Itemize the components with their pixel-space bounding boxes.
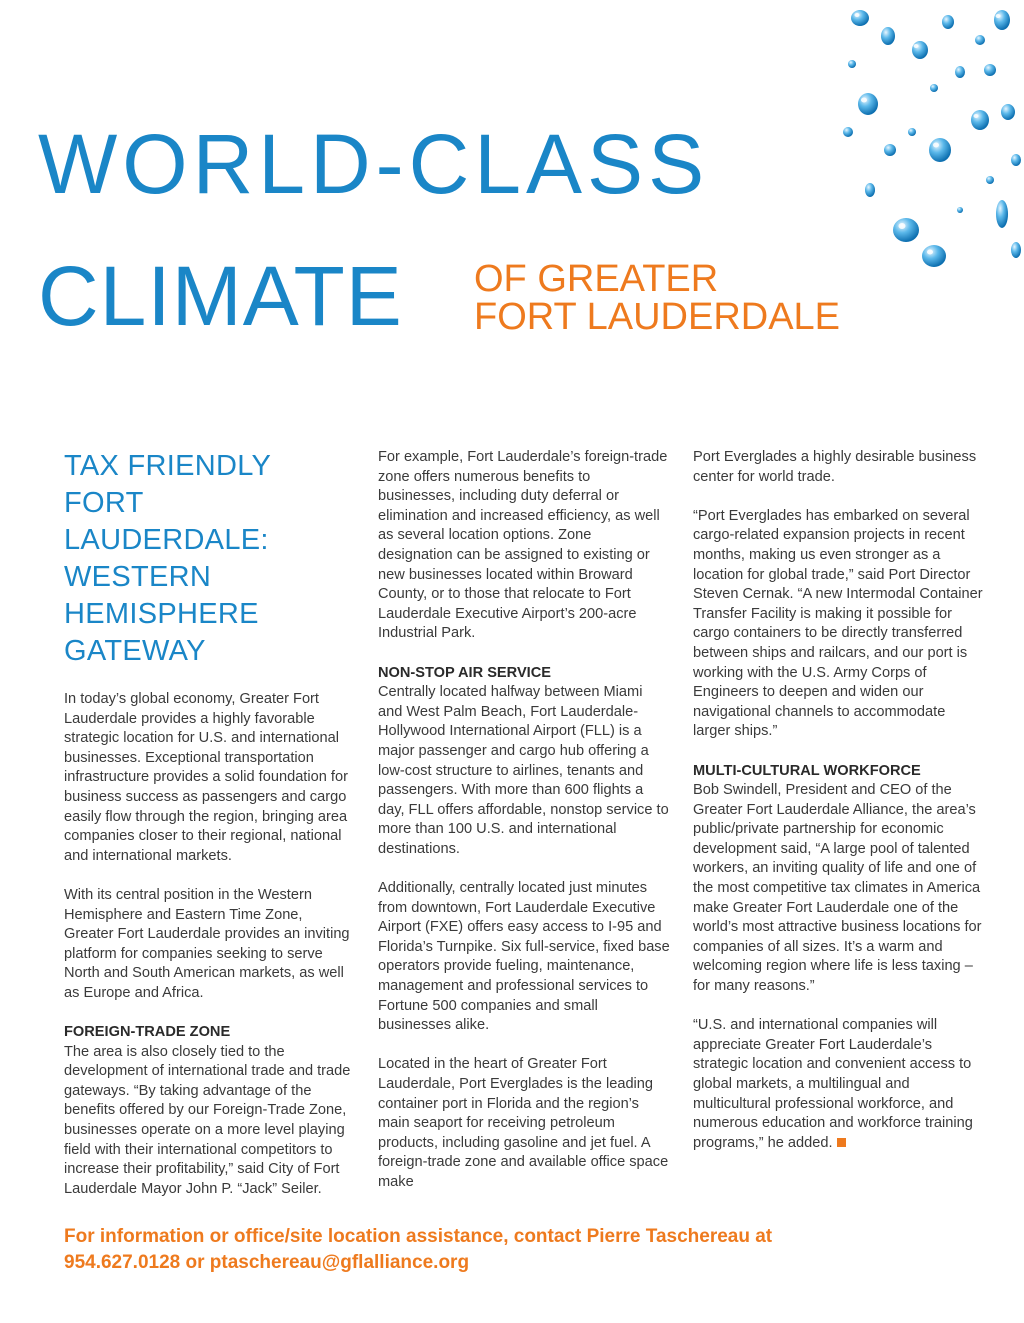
subheading-foreign-trade-zone: FOREIGN-TRADE ZONE bbox=[64, 1024, 231, 1041]
paragraph: Bob Swindell, President and CEO of the Greater Fort Lauderdale Alliance, the area’s public/private partnership for economic development said, “A large pool of talented workers, an inviting quality of life and one of the most competitive tax climates in America make Greater Fort Lauderdale one of the world’s most attractive business locations for companies of all sizes. It’s a warm and welcoming region where life is less taxing – for many reasons.” bbox=[693, 782, 982, 995]
footer-line-2: 954.627.0128 or ptaschereau@gflalliance.org bbox=[64, 1252, 470, 1273]
paragraph: For example, Fort Lauderdale’s foreign-trade zone offers numerous benefits to businesses, including duty deferral or elimination and increased efficiency, as well as several location options. Zone designation can be assigned to existing or new businesses located within Broward County, or to those that relocate to Fort Lauderdale Executive Airport’s 200-acre Industrial Park. bbox=[378, 449, 668, 642]
heading-line: FORT LAUDERDALE: bbox=[64, 487, 269, 556]
paragraph: Centrally located halfway between Miami and West Palm Beach, Fort Lauderdale-Hollywood International Airport (FLL) is a major passenger and cargo hub offering a low-cost structure to airlines, tenants and passengers. With more than 600 flights a day, FLL offers affordable, nonstop service to more than 100 U.S. and international destinations. bbox=[378, 684, 669, 857]
subtitle-line-1: OF GREATER bbox=[474, 258, 719, 300]
paragraph-final bbox=[693, 1016, 985, 1153]
paragraph: “Port Everglades has embarked on several cargo-related expansion projects in recent months, making us even stronger as a location for global trade,” said Port Director Steven Cernak. “A new Intermodal Container Transfer Facility is making it possible for cargo containers to be directly transferred between ships and railcars, and our port is working with the U.S. Army Corps of Engineers to deepen and widen our navigational channels to accommodate larger ships.” bbox=[693, 507, 983, 740]
paragraph: The area is also closely tied to the development of international trade and trade gateways. “By taking advantage of the benefits offered by our Foreign-Trade Zone, businesses operate on a more level playing field with their international competitors to increase their profitability,” said City of Fort Lauderdale Mayor John P. “Jack” Seiler. bbox=[64, 1043, 351, 1197]
title-world-class: WORLD-CLASS bbox=[38, 117, 710, 211]
subheading-non-stop-air-service: NON-STOP AIR SERVICE bbox=[378, 664, 552, 681]
title-subtitle bbox=[474, 260, 840, 336]
section-heading-tax-friendly bbox=[64, 448, 354, 670]
paragraph: Located in the heart of Greater Fort Lauderdale, Port Everglades is the leading container port in Florida and the region’s main seaport for receiving petroleum products, including gasoline and jet fuel. A foreign-trade zone and available office space make bbox=[378, 1056, 669, 1190]
heading-line: WESTERN bbox=[64, 561, 212, 593]
subheading-multi-cultural-workforce: MULTI-CULTURAL WORKFORCE bbox=[693, 762, 921, 779]
footer-line-1: For information or office/site location assistance, contact Pierre Taschereau at bbox=[64, 1226, 773, 1247]
paragraph: Additionally, centrally located just minutes from downtown, Fort Lauderdale Executive Airport (FXE) offers easy access to I-95 and Florida’s Turnpike. Six full-service, fixed base operators provide fueling, maintenance, management and professional services to Fortune 500 companies and small businesses alike. bbox=[378, 880, 670, 1034]
heading-line: HEMISPHERE bbox=[64, 598, 259, 630]
heading-line: GATEWAY bbox=[64, 635, 206, 667]
paragraph: Port Everglades a highly desirable business center for world trade. bbox=[693, 449, 977, 485]
heading-line: TAX FRIENDLY bbox=[64, 450, 272, 482]
water-droplets-icon bbox=[830, 0, 1024, 290]
paragraph-text: “U.S. and international companies will appreciate Greater Fort Lauderdale’s strategic location and convenient access to global markets, a multilingual and multicultural professional workforce, and numerous education and workforce training programs,” he added. bbox=[693, 1017, 973, 1151]
subtitle-line-2: FORT LAUDERDALE bbox=[474, 296, 841, 338]
title-climate: CLIMATE bbox=[38, 249, 403, 343]
end-mark-icon bbox=[837, 1138, 846, 1147]
column-1 bbox=[64, 448, 354, 1219]
contact-footer bbox=[64, 1224, 964, 1276]
paragraph: In today’s global economy, Greater Fort Lauderdale provides a highly favorable strategic location for U.S. and international businesses. Exceptional transportation infrastructure provides a solid foundation for business success as passengers and cargo easily flow through the region, bringing area companies closer to their regional, national and international markets. bbox=[64, 691, 348, 864]
column-2 bbox=[378, 448, 670, 1212]
paragraph: With its central position in the Western Hemisphere and Eastern Time Zone, Greater Fort Lauderdale provides an inviting platform for companies seeking to serve North and South American markets, as well as Europe and Africa. bbox=[64, 886, 350, 1001]
column-3 bbox=[693, 448, 985, 1173]
